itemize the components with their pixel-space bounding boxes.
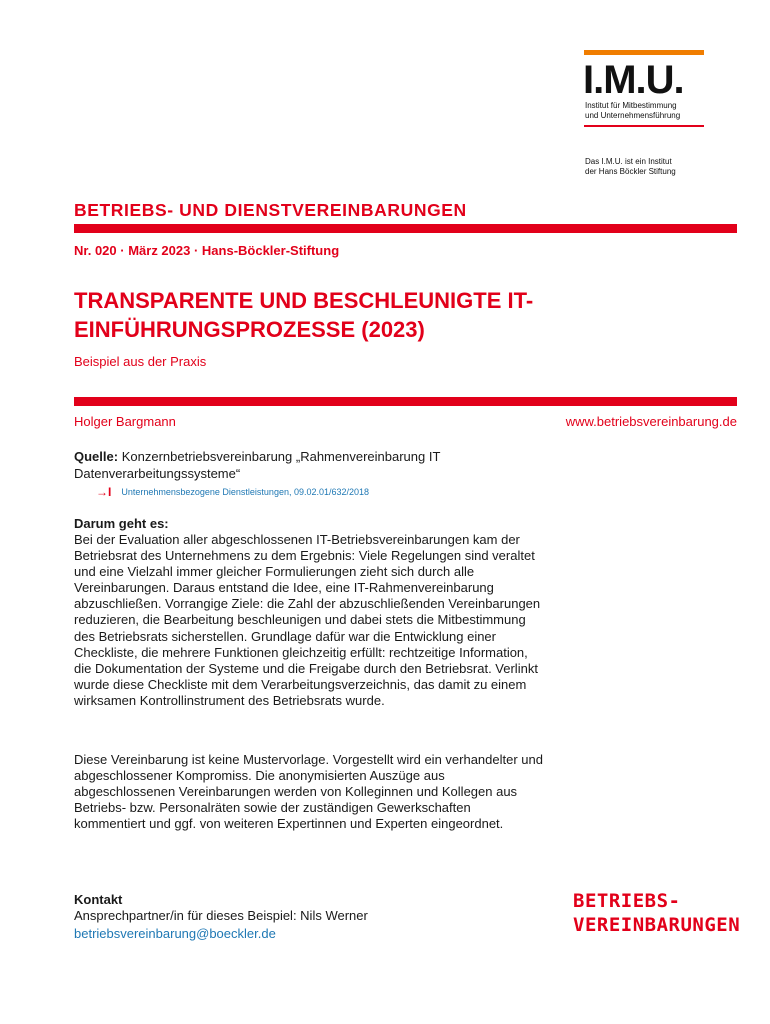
imu-subtitle-line1: Institut für Mitbestimmung <box>585 101 677 110</box>
contact-person: Ansprechpartner/in für dieses Beispiel: Nils Werner <box>74 908 368 923</box>
betriebsvereinbarungen-logo <box>573 889 740 937</box>
source-text: Konzernbetriebsvereinbarung „Rahmenvereinbarung IT Datenverarbeitungssysteme“ <box>74 449 441 481</box>
contact-heading: Kontakt <box>74 892 123 907</box>
logo-red-line <box>584 125 704 127</box>
logo-orange-bar <box>584 50 704 55</box>
bv-logo-line2: VEREINBARUNGEN <box>573 914 741 936</box>
contact-email-link[interactable]: betriebsvereinbarung@boeckler.de <box>74 926 276 941</box>
body-paragraph-1: Bei der Evaluation aller abgeschlossenen IT-Betriebsvereinbarungen kam der Betriebsrat des Unternehmens zu dem Ergebnis: Viele Regelungen sind veraltet und eine Vielzahl immer gleicher Formulierungen zieht sich durch alle Vereinbarungen. Daraus entstand die Idee, eine IT-Rahmenvereinbarung abzuschließen. Vorrangige Ziele: die Zahl der abzuschließenden Vereinbarungen reduzieren, die Bearbeitung beschleunigen und dabei stets die Mitbestimmung des Betriebsrats sicherstellen. Grundlage dafür war die Entwicklung einer Checkliste, die mehrere Funktionen gleichzeitig erfüllt: rechtzeitige Information, die Dokumentation der Systeme und die Freigabe durch den Betriebsrat. Verlinkt wurde diese Checkliste mit dem Verarbeitungsverzeichnis, das damit zu einem wirksamen Kontrollinstrument des Betriebsrats wurde. <box>74 532 541 708</box>
imu-note-line1: Das I.M.U. ist ein Institut <box>585 157 672 166</box>
page-subtitle: Beispiel aus der Praxis <box>74 354 207 369</box>
header-divider-bar <box>74 224 737 233</box>
imu-subtitle-line2: und Unternehmensführung <box>585 111 681 120</box>
section-heading: Darum geht es: <box>74 516 169 531</box>
source-block <box>74 448 514 482</box>
title-divider-bar <box>74 397 737 406</box>
bv-logo-line1: BETRIEBS- <box>573 890 681 912</box>
imu-logo-subtitle <box>585 101 715 121</box>
series-title: BETRIEBS- UND DIENSTVEREINBARUNGEN <box>74 200 467 220</box>
source-label: Quelle: <box>74 449 119 464</box>
arrow-right-icon: →I <box>96 485 112 499</box>
website-link[interactable]: www.betriebsvereinbarung.de <box>565 414 737 429</box>
issue-line: Nr. 020 · März 2023 · Hans-Böckler-Stiftung <box>74 243 340 258</box>
page-title: TRANSPARENTE UND BESCHLEUNIGTE IT-EINFÜHRUNGSPROZESSE (2023) <box>74 288 534 342</box>
imu-logo: I.M.U. <box>583 58 684 102</box>
imu-institute-note <box>585 157 725 177</box>
reference-text[interactable]: Unternehmensbezogene Dienstleistungen, 09.02.01/632/2018 <box>121 487 370 497</box>
imu-note-line2: der Hans Böckler Stiftung <box>585 167 676 176</box>
author-name: Holger Bargmann <box>74 414 176 429</box>
body-paragraph-2: Diese Vereinbarung ist keine Mustervorlage. Vorgestellt wird ein verhandelter und abgeschlossener Kompromiss. Die anonymisierten Auszüge aus abgeschlossenen Vereinbarungen werden von Kolleginnen und Kollegen aus Betriebs- bzw. Personalräten sowie der zuständigen Gewerkschaften kommentiert und ggf. von weiteren Expertinnen und Experten eingeordnet. <box>74 752 543 832</box>
reference-link[interactable] <box>96 485 369 499</box>
